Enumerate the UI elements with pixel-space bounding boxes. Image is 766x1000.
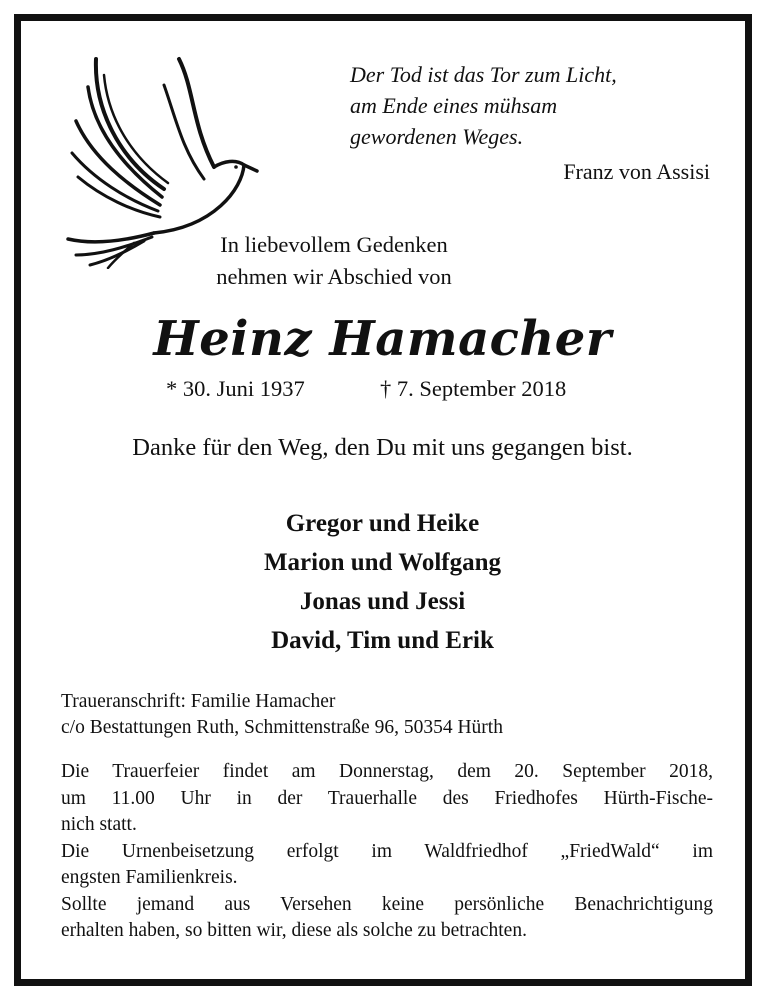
notice-line: nich statt. bbox=[61, 814, 137, 835]
quote-author: Franz von Assisi bbox=[563, 159, 710, 184]
intro-text bbox=[169, 229, 499, 293]
quote-line: gewordenen Weges. bbox=[350, 124, 524, 149]
intro-line: nehmen wir Abschied von bbox=[216, 264, 452, 289]
family-list bbox=[29, 504, 736, 660]
quote-line: Der Tod ist das Tor zum Licht, bbox=[350, 62, 617, 87]
notice-line: Sollte jemand aus Versehen keine persönliche Benachrichtigung bbox=[61, 893, 713, 915]
family-member: Jonas und Jessi bbox=[299, 588, 466, 615]
address-line: c/o Bestattungen Ruth, Schmittenstraße 96, 50354 Hürth bbox=[61, 717, 503, 738]
quote-line: am Ende eines mühsam bbox=[350, 93, 558, 118]
birth-date: * 30. Juni 1937 bbox=[166, 376, 305, 401]
address-line: Traueranschrift: Familie Hamacher bbox=[61, 691, 336, 712]
intro-line: In liebevollem Gedenken bbox=[220, 232, 448, 257]
death-date: † 7. September 2018 bbox=[380, 376, 567, 401]
funeral-notice bbox=[61, 759, 713, 945]
notice-line: Die Trauerfeier findet am Donnerstag, dem 20. September 2018, bbox=[61, 761, 713, 782]
obituary-content bbox=[29, 29, 736, 969]
notice-line: erhalten haben, so bitten wir, diese als solche zu betrachten. bbox=[61, 920, 527, 941]
family-member: David, Tim und Erik bbox=[271, 627, 494, 654]
thanks-line: Danke für den Weg, den Du mit uns gegangen bist. bbox=[132, 434, 633, 461]
notice-line: engsten Familienkreis. bbox=[61, 867, 238, 888]
deceased-name: Heinz Hamacher bbox=[153, 311, 612, 367]
quote bbox=[350, 59, 710, 152]
family-member: Gregor und Heike bbox=[285, 510, 480, 537]
mourning-address bbox=[61, 689, 711, 741]
family-member: Marion und Wolfgang bbox=[263, 549, 502, 576]
notice-line: Die Urnenbeisetzung erfolgt im Waldfriedhof „FriedWald“ im bbox=[61, 840, 713, 862]
notice-line: um 11.00 Uhr in der Trauerhalle des Friedhofes Hürth-Fische- bbox=[61, 787, 713, 809]
